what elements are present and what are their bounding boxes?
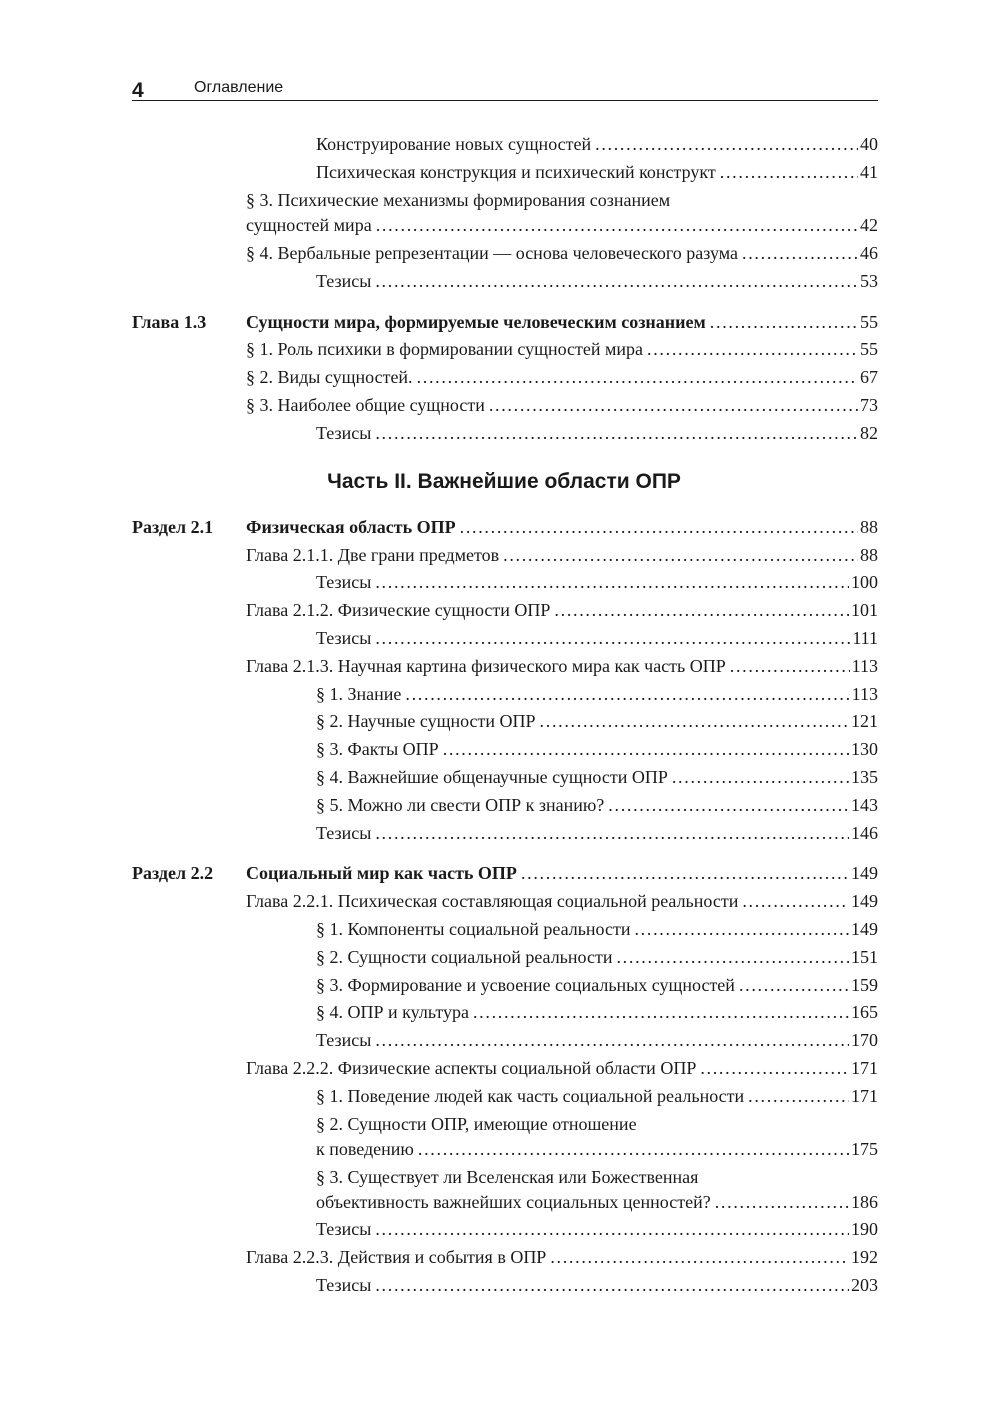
leader-dots (647, 335, 858, 363)
entry-title: Тезисы (316, 823, 372, 843)
section-title: Физическая область ОПР (246, 517, 456, 537)
leader-dots (375, 819, 849, 847)
section-title: Социальный мир как часть ОПР (246, 863, 517, 883)
toc-chapter[interactable] (0, 308, 1000, 336)
entry-page: 53 (860, 271, 878, 291)
chapter-label: Глава 1.3 (132, 312, 207, 332)
leader-dots (418, 1135, 849, 1163)
leader-dots (443, 735, 849, 763)
leader-dots (375, 624, 850, 652)
leader-dots (634, 915, 849, 943)
leader-dots (460, 513, 858, 541)
leader-dots (730, 652, 850, 680)
toc-entry[interactable] (0, 680, 1000, 708)
entry-title: Тезисы (316, 1275, 372, 1295)
entry-title: Глава 2.2.2. Физические аспекты социальной области ОПР (246, 1058, 697, 1078)
entry-title: § 4. ОПР и культура (316, 1002, 469, 1022)
leader-dots (521, 859, 849, 887)
entry-page: 111 (852, 628, 878, 648)
entry-title: § 3. Наиболее общие сущности (246, 395, 485, 415)
entry-page: 186 (851, 1192, 878, 1212)
toc-entry[interactable] (0, 211, 1000, 239)
toc-entry[interactable] (0, 568, 1000, 596)
toc-entry[interactable] (0, 819, 1000, 847)
entry-title: § 1. Поведение людей как часть социальной реальности (316, 1086, 745, 1106)
entry-page: 151 (851, 947, 878, 967)
leader-dots (503, 541, 858, 569)
entry-page: 88 (860, 517, 878, 537)
toc-entry[interactable] (0, 1054, 1000, 1082)
leader-dots (489, 391, 858, 419)
entry-title: Глава 2.2.1. Психическая составляющая социальной реальности (246, 891, 739, 911)
leader-dots (672, 763, 849, 791)
entry-title: Глава 2.2.3. Действия и события в ОПР (246, 1247, 547, 1267)
leader-dots (748, 1082, 849, 1110)
toc-entry[interactable] (0, 887, 1000, 915)
leader-dots (742, 239, 858, 267)
toc-entry[interactable] (0, 998, 1000, 1026)
leader-dots (720, 158, 858, 186)
entry-title: § 1. Компоненты социальной реальности (316, 919, 631, 939)
toc-entry[interactable] (0, 419, 1000, 447)
entry-title: к поведению (316, 1139, 414, 1159)
leader-dots (700, 1054, 849, 1082)
entry-page: 88 (860, 545, 878, 565)
entry-title: § 2. Виды сущностей. (246, 367, 413, 387)
toc-entry-line1[interactable] (0, 1110, 1000, 1138)
entry-title: Тезисы (316, 423, 372, 443)
leader-dots (375, 267, 858, 295)
leader-dots (739, 971, 849, 999)
section-label: Раздел 2.2 (132, 863, 214, 883)
leader-dots (473, 998, 849, 1026)
toc-entry[interactable] (0, 763, 1000, 791)
toc-entry[interactable] (0, 158, 1000, 186)
leader-dots (710, 308, 858, 336)
toc-entry[interactable] (0, 1188, 1000, 1216)
toc-entry[interactable] (0, 239, 1000, 267)
entry-page: 40 (860, 134, 878, 154)
toc-entry[interactable] (0, 791, 1000, 819)
entry-page: 135 (851, 767, 878, 787)
entry-title: Тезисы (316, 572, 372, 592)
entry-title: Глава 2.1.3. Научная картина физического мира как часть ОПР (246, 656, 726, 676)
entry-title: Тезисы (316, 1030, 372, 1050)
toc-entry-line1[interactable] (0, 186, 1000, 214)
toc-entry[interactable] (0, 1215, 1000, 1243)
leader-dots (554, 596, 849, 624)
entry-title: § 2. Сущности социальной реальности (316, 947, 613, 967)
entry-page: 67 (860, 367, 878, 387)
running-title: Оглавление (194, 79, 284, 96)
leader-dots (540, 707, 849, 735)
toc-section[interactable] (0, 513, 1000, 541)
entry-title: объективность важнейших социальных ценностей? (316, 1192, 711, 1212)
part-title: Часть II. Важнейшие области ОПР (327, 470, 681, 493)
toc-entry[interactable] (0, 267, 1000, 295)
entry-title: § 5. Можно ли свести ОПР к знанию? (316, 795, 605, 815)
entry-page: 46 (860, 243, 878, 263)
entry-page: 192 (851, 1247, 878, 1267)
entry-page: 73 (860, 395, 878, 415)
entry-page: 130 (851, 739, 878, 759)
toc-entry[interactable] (0, 1135, 1000, 1163)
entry-title: Глава 2.1.2. Физические сущности ОПР (246, 600, 551, 620)
entry-page: 143 (851, 795, 878, 815)
entry-title: Тезисы (316, 271, 372, 291)
entry-title: § 1. Знание (316, 684, 402, 704)
leader-dots (715, 1188, 849, 1216)
entry-page: 101 (851, 600, 878, 620)
entry-title: Психическая конструкция и психический конструкт (316, 162, 716, 182)
entry-title: сущностей мира (246, 215, 372, 235)
entry-page: 113 (851, 684, 878, 704)
leader-dots (742, 887, 849, 915)
entry-title: § 1. Роль психики в формировании сущностей мира (246, 339, 644, 359)
entry-page: 100 (851, 572, 878, 592)
leader-dots (375, 568, 849, 596)
toc-section[interactable] (0, 859, 1000, 887)
entry-page: 149 (851, 891, 878, 911)
leader-dots (616, 943, 849, 971)
page-number: 4 (132, 79, 144, 102)
leader-dots (375, 1215, 849, 1243)
entry-page: 146 (851, 823, 878, 843)
entry-title: Глава 2.1.1. Две грани предметов (246, 545, 500, 565)
toc-entry[interactable] (0, 971, 1000, 999)
entry-page: 113 (851, 656, 878, 676)
leader-dots (550, 1243, 849, 1271)
toc-entry[interactable] (0, 1243, 1000, 1271)
entry-title: § 2. Сущности ОПР, имеющие отношение (316, 1114, 637, 1134)
entry-page: 170 (851, 1030, 878, 1050)
entry-title: § 2. Научные сущности ОПР (316, 711, 536, 731)
leader-dots (375, 419, 858, 447)
entry-page: 41 (860, 162, 878, 182)
toc-entry[interactable] (0, 707, 1000, 735)
entry-page: 149 (851, 919, 878, 939)
toc-entry[interactable] (0, 1082, 1000, 1110)
toc-entry[interactable] (0, 943, 1000, 971)
entry-title: Тезисы (316, 628, 372, 648)
entry-title: Тезисы (316, 1219, 372, 1239)
leader-dots (376, 211, 858, 239)
entry-page: 42 (860, 215, 878, 235)
leader-dots (375, 1026, 849, 1054)
leader-dots (375, 1271, 849, 1299)
toc-entry[interactable] (0, 652, 1000, 680)
toc-entry[interactable] (0, 363, 1000, 391)
entry-page: 165 (851, 1002, 878, 1022)
entry-page: 55 (860, 339, 878, 359)
entry-title: § 3. Психические механизмы формирования сознанием (246, 190, 671, 210)
entry-page: 149 (851, 863, 878, 883)
toc-entry[interactable] (0, 735, 1000, 763)
toc-entry[interactable] (0, 335, 1000, 363)
toc-entry[interactable] (0, 1026, 1000, 1054)
running-header (132, 78, 878, 101)
entry-page: 159 (851, 975, 878, 995)
entry-page: 190 (851, 1219, 878, 1239)
section-label: Раздел 2.1 (132, 517, 214, 537)
chapter-title: Сущности мира, формируемые человеческим сознанием (246, 312, 706, 332)
toc-entry[interactable] (0, 1271, 1000, 1299)
entry-page: 175 (851, 1139, 878, 1159)
entry-page: 55 (860, 312, 878, 332)
leader-dots (608, 791, 849, 819)
toc-entry[interactable] (0, 541, 1000, 569)
leader-dots (595, 130, 858, 158)
entry-page: 121 (851, 711, 878, 731)
toc-entry[interactable] (0, 624, 1000, 652)
entry-title: Конструирование новых сущностей (316, 134, 592, 154)
entry-page: 171 (851, 1086, 878, 1106)
entry-page: 171 (851, 1058, 878, 1078)
entry-title: § 4. Важнейшие общенаучные сущности ОПР (316, 767, 668, 787)
toc-entry[interactable] (0, 391, 1000, 419)
entry-title: § 3. Формирование и усвоение социальных сущностей (316, 975, 735, 995)
toc-entry[interactable] (0, 130, 1000, 158)
leader-dots (405, 680, 849, 708)
entry-page: 82 (860, 423, 878, 443)
entry-page: 203 (851, 1275, 878, 1295)
toc-entry[interactable] (0, 915, 1000, 943)
toc-entry[interactable] (0, 596, 1000, 624)
entry-title: § 4. Вербальные репрезентации — основа человеческого разума (246, 243, 739, 263)
leader-dots (417, 363, 858, 391)
toc-entry-line1[interactable] (0, 1163, 1000, 1191)
entry-title: § 3. Факты ОПР (316, 739, 439, 759)
entry-title: § 3. Существует ли Вселенская или Божественная (316, 1167, 699, 1187)
